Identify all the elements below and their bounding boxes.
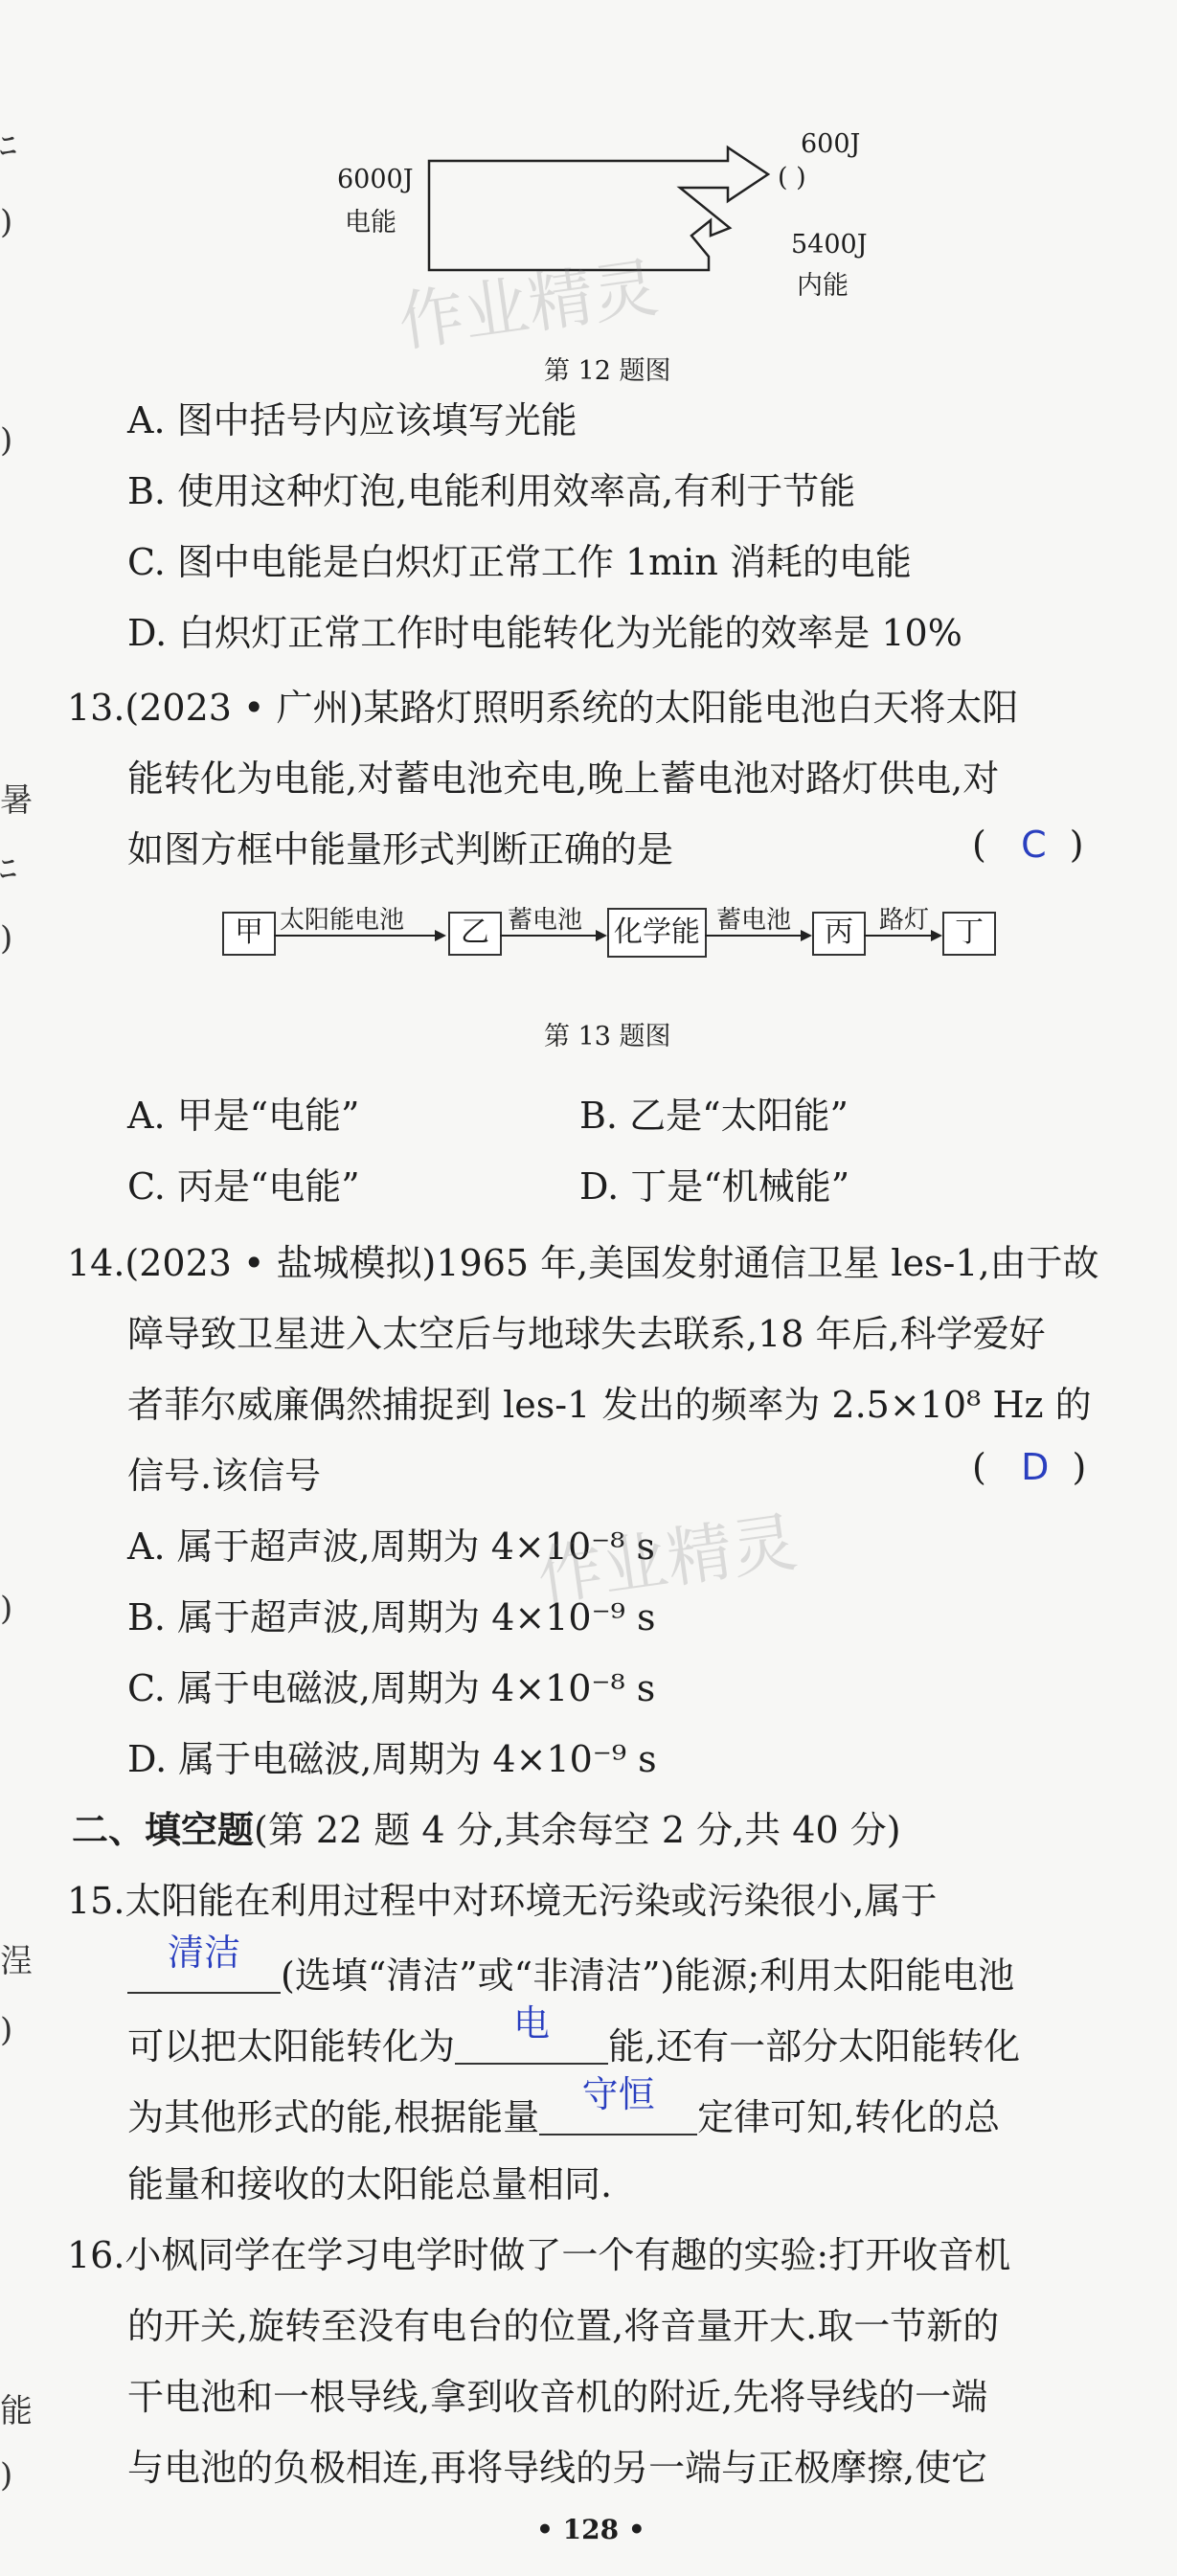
q15-text: 为其他形式的能,根据能量 (127, 2096, 540, 2138)
q14-option-c: C. 属于电磁波,周期为 4×10⁻⁸ s (127, 1667, 656, 1709)
q14-line: 14.(2023 • 盐城模拟)1965 年,美国发射通信卫星 les-1,由于故 (67, 1242, 1099, 1284)
q13-line: 13.(2023 • 广州)某路灯照明系统的太阳能电池白天将太阳 (67, 687, 1019, 729)
watermark: 作业精灵 (394, 250, 664, 362)
section-note: (第 22 题 4 分,其余每空 2 分,共 40 分) (254, 1809, 901, 1851)
section-heading: 二、填空题 (72, 1809, 255, 1851)
edge-fragment: 浧 (0, 1942, 33, 1980)
arrow-label: 蓄电池 (508, 906, 583, 935)
figure-caption: 第 12 题图 (544, 356, 671, 386)
edge-fragment: ) (0, 421, 13, 460)
q15-blank-1 (127, 1932, 281, 1994)
q16-line: 干电池和一根导线,拿到收音机的附近,先将导线的一端 (127, 2376, 988, 2418)
q15-line (127, 2002, 1021, 2068)
q12-option-d: D. 白炽灯正常工作时电能转化为光能的效率是 10% (127, 612, 962, 654)
q14-line: 信号.该信号 (127, 1455, 322, 1497)
bottom-value: 5400J (791, 230, 868, 260)
q14-line: 者菲尔威廉偶然捕捉到 les-1 发出的频率为 2.5×10⁸ Hz 的 (127, 1384, 1092, 1426)
q14-option-a: A. 属于超声波,周期为 4×10⁻⁸ s (127, 1525, 656, 1568)
page-number: • 128 • (536, 2514, 645, 2545)
q15-text: 定律可知,转化的总 (697, 2096, 1001, 2138)
edge-fragment: 能 (0, 2392, 33, 2430)
q15-answer-2: 电 (513, 2002, 551, 2045)
edge-fragment: ) (0, 203, 13, 241)
q15-line (127, 2073, 1001, 2138)
q16-line: 与电池的负极相连,再将导线的另一端与正极摩擦,使它 (127, 2447, 988, 2489)
flow-arrow (274, 929, 446, 942)
bottom-label: 内能 (797, 271, 849, 301)
q12-option-a: A. 图中括号内应该填写光能 (127, 399, 577, 441)
q15-answer-1: 清洁 (167, 1932, 240, 1974)
figure-caption: 第 13 题图 (544, 1022, 671, 1051)
q15-text: (选填“清洁”或“非清洁”)能源;利用太阳能电池 (281, 1955, 1015, 1997)
q12-option-b: B. 使用这种灯泡,电能利用效率高,有利于节能 (127, 470, 856, 512)
q12-option-c: C. 图中电能是白炽灯正常工作 1min 消耗的电能 (127, 541, 912, 583)
edge-fragment: ) (0, 2456, 13, 2495)
input-label: 电能 (345, 208, 396, 237)
q15-line (127, 1932, 1015, 1997)
q14-answer-bracket: ( D ) (972, 1446, 1087, 1488)
q13-answer: C (1021, 824, 1047, 866)
flow-arrow (705, 929, 812, 942)
q15-blank-2 (455, 2002, 608, 2065)
edge-fragment: ﾆ (0, 127, 16, 166)
q13-option-b: B. 乙是“太阳能” (579, 1095, 849, 1137)
input-value: 6000J (337, 165, 414, 194)
watermark: 作业精灵 (532, 1504, 803, 1616)
q13-line: 能转化为电能,对蓄电池充电,晚上蓄电池对路灯供电,对 (127, 757, 1000, 800)
q16-line: 的开关,旋转至没有电台的位置,将音量开大.取一节新的 (127, 2305, 1000, 2347)
section-title (72, 1809, 901, 1851)
edge-fragment: ) (0, 1590, 13, 1628)
q14-option-d: D. 属于电磁波,周期为 4×10⁻⁹ s (127, 1738, 657, 1780)
arrow-label: 路灯 (879, 906, 930, 935)
edge-fragment: ) (0, 2011, 13, 2049)
q15-answer-3: 守恒 (581, 2073, 655, 2115)
q14-answer: D (1021, 1446, 1050, 1488)
q13-answer-bracket: ( C ) (972, 824, 1084, 866)
top-value: 600J (801, 129, 861, 159)
q14-line: 障导致卫星进入太空后与地球失去联系,18 年后,科学爱好 (127, 1313, 1046, 1355)
q13-option-d: D. 丁是“机械能” (579, 1165, 850, 1208)
q15-line: 15.太阳能在利用过程中对环境无污染或污染很小,属于 (67, 1880, 938, 1922)
arrow-label: 太阳能电池 (280, 906, 405, 935)
edge-fragment: 暑 (0, 781, 33, 820)
q15-blank-3 (539, 2073, 697, 2135)
q15-text: 能,还有一部分太阳能转化 (608, 2025, 1021, 2068)
q13-line: 如图方框中能量形式判断正确的是 (127, 828, 674, 870)
q13-option-c: C. 丙是“电能” (127, 1165, 360, 1208)
top-blank: ( ) (778, 163, 806, 192)
q14-option-b: B. 属于超声波,周期为 4×10⁻⁹ s (127, 1596, 656, 1638)
q15-text: 可以把太阳能转化为 (127, 2025, 456, 2068)
box-jia: 甲 (222, 912, 276, 956)
box-ding: 丁 (942, 912, 996, 956)
q13-option-a: A. 甲是“电能” (127, 1095, 360, 1137)
box-yi: 乙 (448, 912, 502, 956)
q16-line: 16.小枫同学在学习电学时做了一个有趣的实验:打开收音机 (67, 2234, 1011, 2276)
arrow-label: 蓄电池 (716, 906, 792, 935)
box-chemical: 化学能 (607, 908, 707, 958)
box-bing: 丙 (812, 912, 866, 956)
edge-fragment: ) (0, 919, 13, 958)
edge-fragment: ﾆ (0, 850, 16, 889)
q15-line: 能量和接收的太阳能总量相同. (127, 2163, 613, 2205)
flow-arrow (864, 929, 942, 942)
flow-arrow (500, 929, 607, 942)
